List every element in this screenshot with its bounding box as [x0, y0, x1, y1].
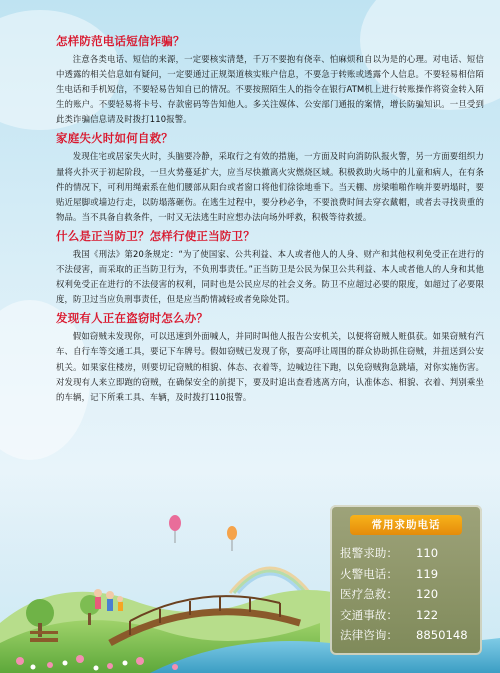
hotline-label: 报警求助：: [340, 546, 398, 560]
hotline-number: 8850148: [416, 628, 468, 642]
text-content: [56, 34, 484, 409]
section-self-defense: [56, 229, 484, 307]
hotline-panel: [330, 505, 482, 655]
section-paragraph: 我国《刑法》第20条规定：“为了使国家、公共利益、本人或者他人的人身、财产和其他权利免受正在进行的不法侵害，而采取的正当防卫行为，不负刑事责任。”正当防卫是公民为保卫公共利益、本人或者他人的人身和其他权利免受正在进行的不法侵害的权利，同时也是公民应尽的社会义务。防卫不应超过必要的限度，如超过了必要限度，防卫过当应负刑事责任，但是应当酌情减轻或者免除处罚。: [56, 248, 484, 305]
hotline-item-traffic: [340, 605, 476, 626]
hotline-list: [340, 543, 476, 646]
section-home-fire: [56, 131, 484, 224]
hotline-number: 110: [416, 546, 439, 560]
hotline-label: 火警电话：: [340, 566, 398, 581]
hotline-label: 交通事故：: [340, 607, 398, 622]
section-theft: [56, 311, 484, 404]
hotline-number: 122: [416, 607, 439, 622]
hotline-label: 法律咨询：: [340, 628, 398, 642]
section-heading: 怎样防范电话短信诈骗？: [56, 34, 185, 48]
hotline-item-legal: [340, 625, 476, 646]
hotline-item-medical: [340, 584, 476, 605]
section-paragraph: 假如窃贼未发现你，可以迅速到外面喊人，并同时叫他人报告公安机关，以便将窃贼人赃俱获。如果窃贼有汽车、自行车等交通工具，要记下车牌号。假如窃贼已发现了你，要高呼让周围的群众协助抓住窃贼，并扭送到公安机关。如果家住楼房，则要切记窃贼的相貌、体态、衣着等，边喊边往下跑，以免窃贼狗急跳墙，对你实施伤害。对发现有人来立即跑的窃贼，在确保安全的前提下，要及时追出查看逃离方向，认准体态、相貌、衣着、判别乘坐的车辆，记下所乘工具、车辆，及时拨打110报警。: [56, 331, 484, 402]
section-heading: 什么是正当防卫？怎样行使正当防卫？: [56, 228, 255, 243]
hotline-label: 医疗急救：: [340, 587, 398, 601]
section-heading: 发现有人正在盗窃时怎么办？: [56, 311, 209, 326]
section-phone-fraud: [56, 34, 484, 127]
section-paragraph: 注意各类电话、短信的来源，一定要核实清楚，千万不要抱有侥幸、怕麻烦和自以为是的心理。对电话、短信中透露的相关信息如有疑问，一定要通过正规渠道核实账户信息，不要急于转账或透露个人信息。不要轻易相信陌生电话和手机短信，不要轻易告知自已的情况。不要按照陌生人的指令在银行ATM机上进行转账操作将资金转入陌生的账户。不要轻易将卡号、存款密码等告知他人。多关注媒体、公安部门通报的案情，增长防骗知识。一旦受到此类诈骗信息请及时拨打110报警。: [56, 54, 484, 125]
hotline-title: 常用求助电话: [350, 515, 462, 535]
hotline-item-police: [340, 543, 476, 564]
hotline-number: 120: [416, 587, 439, 601]
hotline-item-fire: [340, 564, 476, 585]
section-heading: 家庭失火时如何自救？: [56, 131, 173, 146]
section-paragraph: 发现住宅或居家失火时，头脑要冷静，采取行之有效的措施，一方面及时向消防队报火警，另一方面要组织力量将火扑灭于初起阶段，一旦火势蔓延扩大，应当尽快撤离火灾燃烧区域。积极救助火场中的儿童和病人，在有条件的情况下，可利用绳索系在他们腰部从阳台或者窗口将他们徐徐地垂下。当天棚、房梁啪啪作响并要坍塌时，要贴近屋脚或墙边行走，以防塌落砸伤。在逃生过程中，要分秒必争，不要浪费时间去穿衣戴帽，或者去寻找贵重的物品。当不具备自救条件，一时又无法逃生时应想办法向场外呼救，积极等待救援。: [56, 151, 484, 222]
hotline-number: 119: [416, 566, 439, 581]
